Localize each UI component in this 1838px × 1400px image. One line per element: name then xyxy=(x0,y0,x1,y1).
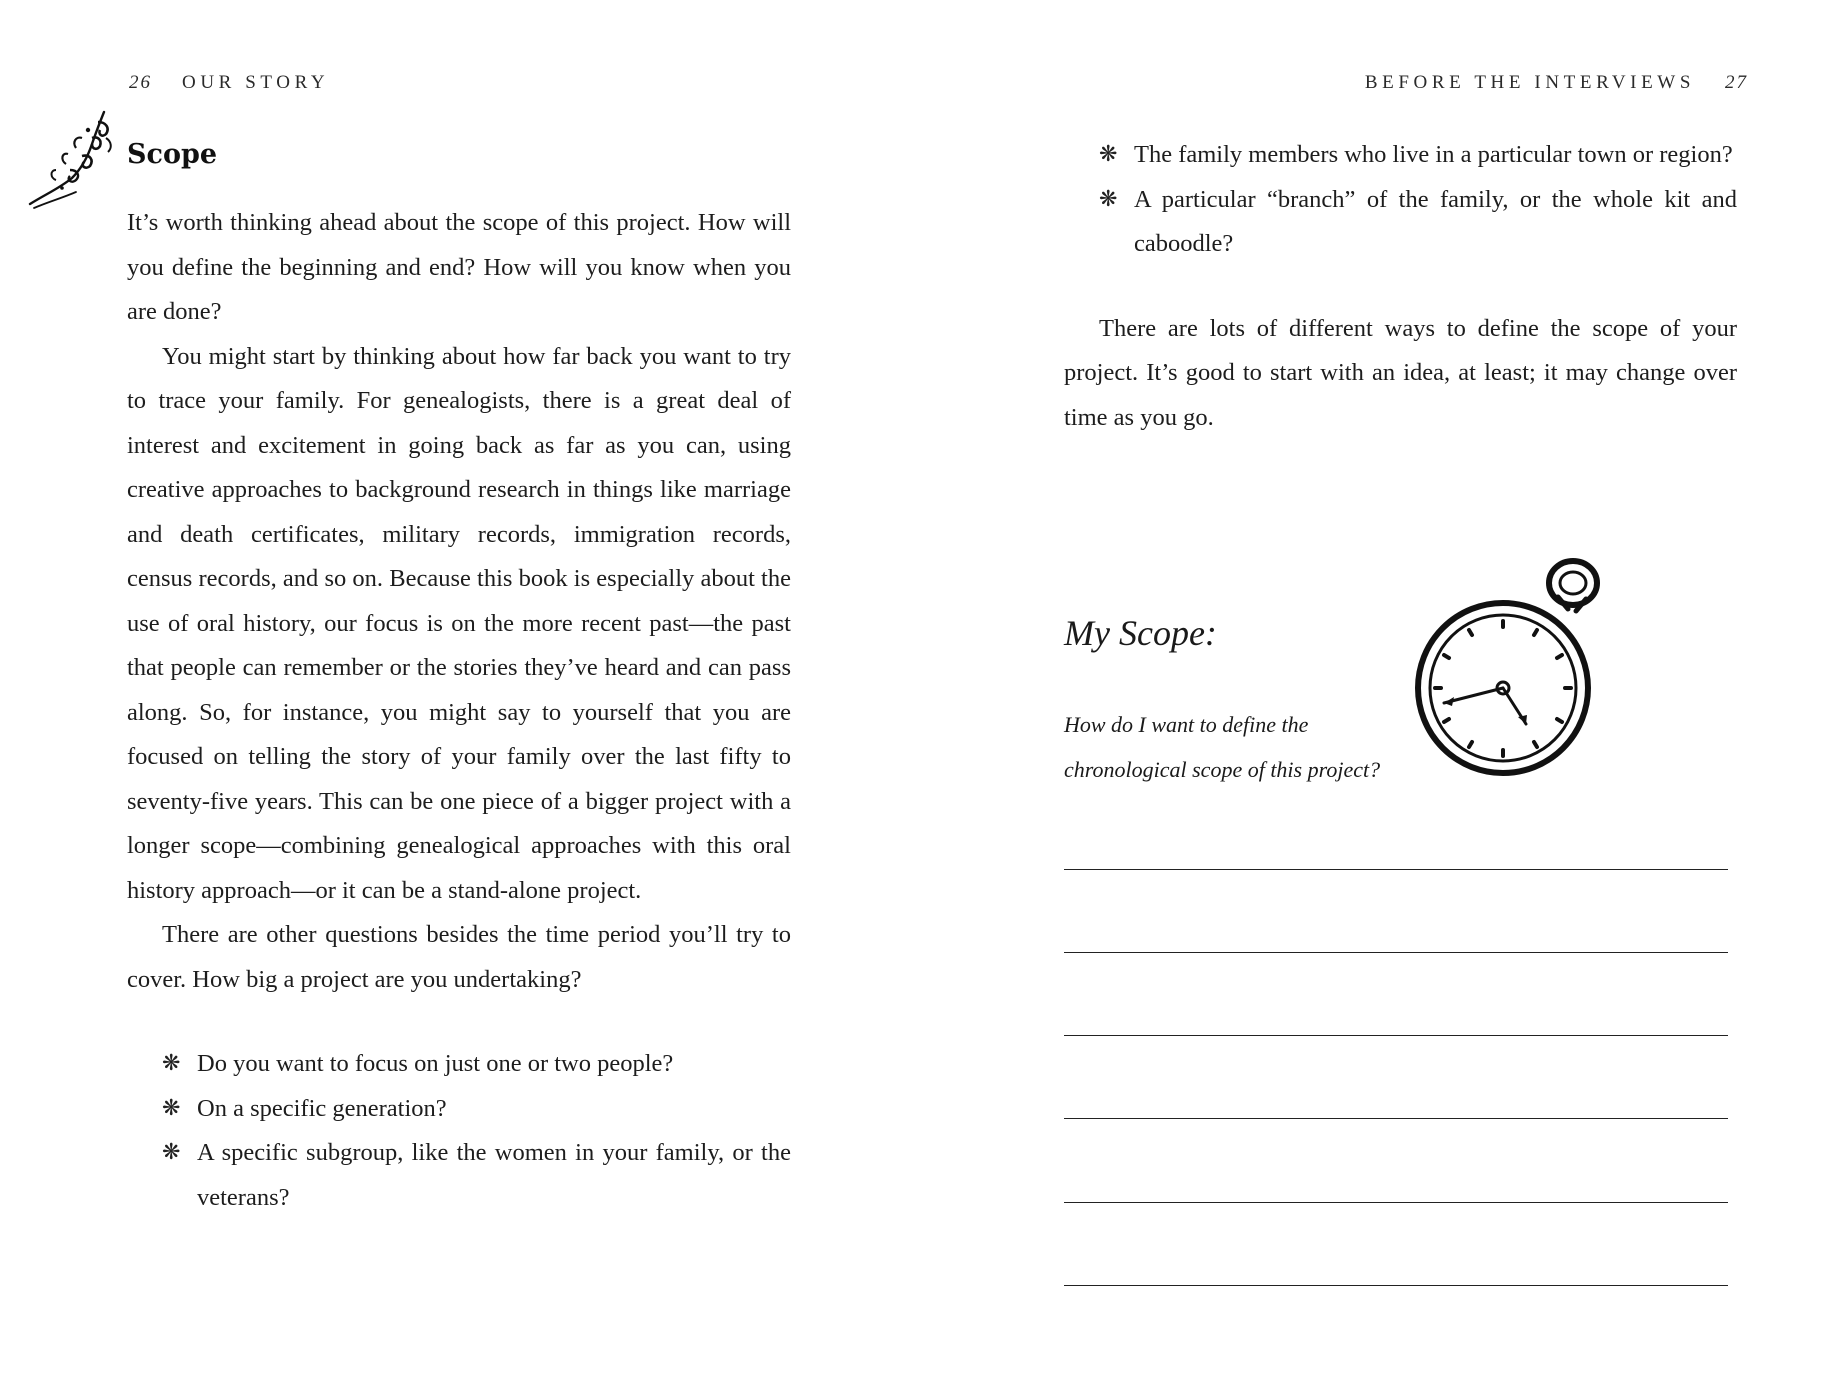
list-item xyxy=(127,1131,791,1220)
bullet-icon: ❋ xyxy=(1099,142,1118,167)
list-item xyxy=(1064,178,1737,267)
page-number-left: 26 xyxy=(129,72,152,93)
writing-line[interactable] xyxy=(1064,1118,1728,1119)
writing-line[interactable] xyxy=(1064,1202,1728,1203)
list-item-text: A particular “branch” of the family, or the whole kit and caboodle? xyxy=(1134,185,1737,257)
worksheet-title: My Scope: xyxy=(1064,613,1217,653)
writing-line[interactable] xyxy=(1064,1285,1728,1286)
list-item xyxy=(127,1087,791,1132)
bullet-icon: ❋ xyxy=(1099,186,1118,212)
running-head-right-text: BEFORE THE INTERVIEWS xyxy=(1364,72,1695,93)
writing-line[interactable] xyxy=(1064,952,1728,953)
list-item xyxy=(1064,133,1737,178)
left-body-text xyxy=(127,201,791,1220)
paragraph: There are lots of different ways to define the scope of your project. It’s good to start with an idea, at least; it may change over time as you go. xyxy=(1064,314,1737,431)
writing-line[interactable] xyxy=(1064,869,1728,870)
running-head-left-text: OUR STORY xyxy=(182,72,330,93)
worksheet-prompt xyxy=(1064,702,1424,792)
worksheet-prompt-line: chronological scope of this project? xyxy=(1064,757,1381,782)
paragraph: It’s worth thinking ahead about the scope of this project. How will you define the beginning and end? How will you know when you are done? xyxy=(127,209,791,325)
bullet-icon: ❋ xyxy=(162,1140,181,1165)
paragraph: You might start by thinking about how far back you want to try to trace your family. For genealogists, there is a great deal of interest and excitement in going back as far as you can, using creative approaches to background research in things like marriage and death certificates, military records, immigration records, census records, and so on. Because this book is especially about the use of oral history, our focus is on the more recent past—the past that people can remember or the stories they’ve heard and can pass along. So, for instance, you might say to yourself that you are focused on telling the story of your family over the last fifty to seventy-five years. This can be one piece of a bigger project with a longer scope—combining genealogical approaches with this oral history approach—or it can be a stand-alone project. xyxy=(127,342,791,904)
list-item-text: On a specific generation? xyxy=(197,1094,447,1122)
section-title: Scope xyxy=(127,139,218,170)
feather-ornament-icon xyxy=(26,108,114,220)
bullet-icon: ❋ xyxy=(162,1051,181,1076)
list-item-text: A specific subgroup, like the women in your family, or the veterans? xyxy=(197,1139,791,1211)
bullet-icon: ❋ xyxy=(162,1095,181,1121)
list-item-text: Do you want to focus on just one or two people? xyxy=(197,1050,674,1077)
question-list xyxy=(127,1042,791,1220)
running-head-left xyxy=(129,72,329,94)
running-head-right xyxy=(1365,72,1748,94)
list-item-text: The family members who live in a particular town or region? xyxy=(1134,141,1733,168)
right-body-text xyxy=(1064,133,1737,440)
page-number-right: 27 xyxy=(1725,72,1748,93)
question-list xyxy=(1064,133,1737,267)
list-item xyxy=(127,1042,791,1087)
paragraph: There are other questions besides the time period you’ll try to cover. How big a project are you undertaking? xyxy=(127,921,791,993)
writing-line[interactable] xyxy=(1064,1035,1728,1036)
worksheet-prompt-line: How do I want to define the xyxy=(1064,712,1309,737)
pocket-watch-icon xyxy=(1400,545,1620,785)
